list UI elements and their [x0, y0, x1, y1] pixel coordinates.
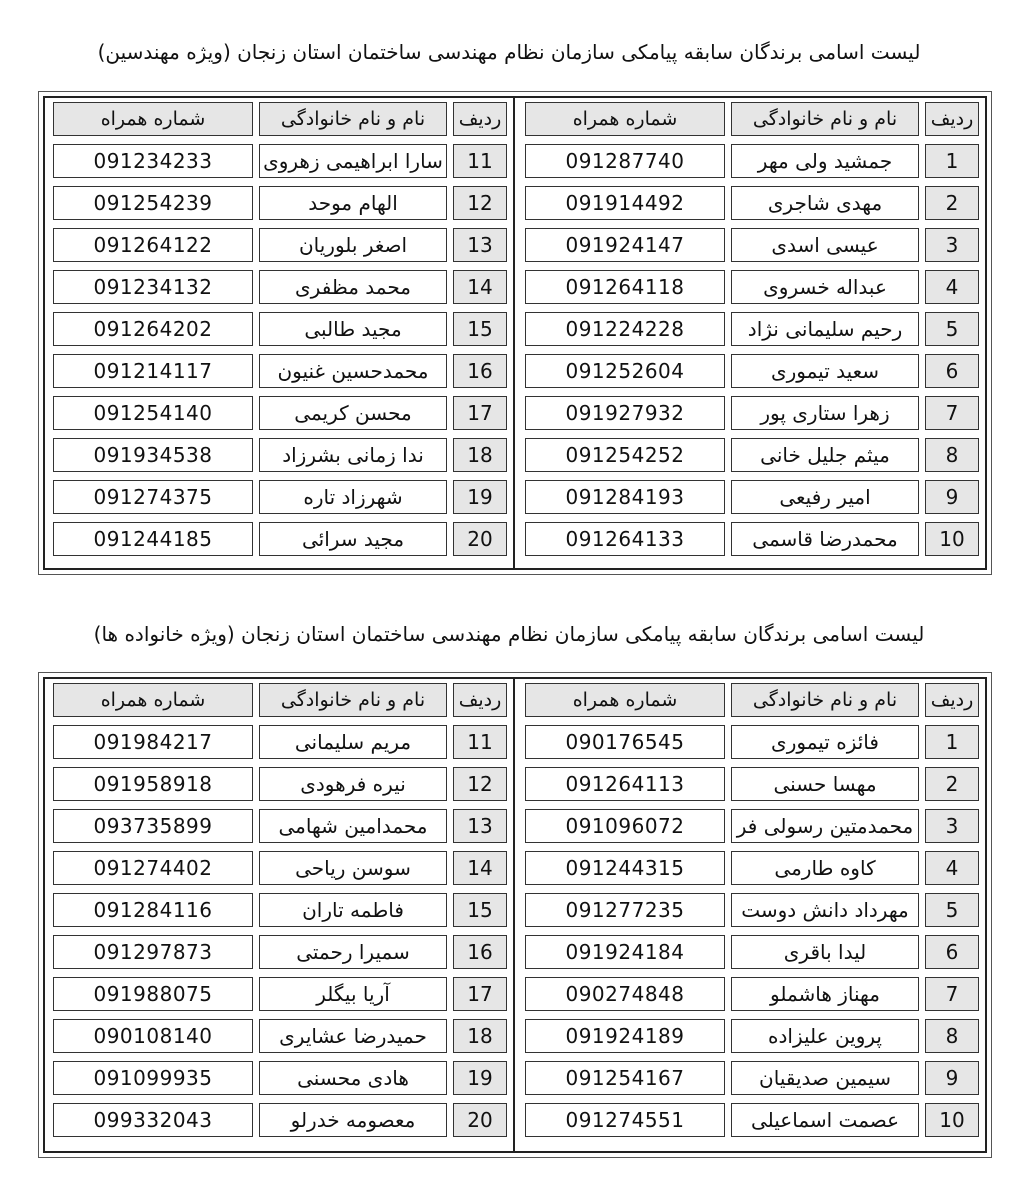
table-row	[45, 1057, 513, 1099]
full-name: مریم سلیمانی	[259, 725, 447, 759]
phone-number: 091277235	[525, 893, 725, 927]
table-row	[45, 224, 513, 266]
full-name: هادی محسنی	[259, 1061, 447, 1095]
row-index: 14	[453, 851, 507, 885]
table-header-row	[45, 98, 513, 140]
full-name: مهسا حسنی	[731, 767, 919, 801]
table-inner-border	[43, 96, 987, 570]
full-name: عصمت اسماعیلی	[731, 1103, 919, 1137]
full-name: ندا زمانی بشرزاد	[259, 438, 447, 472]
row-index: 4	[925, 851, 979, 885]
table-row	[45, 805, 513, 847]
row-index: 9	[925, 1061, 979, 1095]
table-header-row	[515, 98, 985, 140]
table-row	[515, 140, 985, 182]
row-index: 7	[925, 396, 979, 430]
phone-number: 090108140	[53, 1019, 253, 1053]
winners-table-engineers	[38, 91, 992, 575]
table-half-left	[45, 98, 515, 568]
table-row	[45, 476, 513, 518]
full-name: معصومه خدرلو	[259, 1103, 447, 1137]
phone-number: 091274375	[53, 480, 253, 514]
table-row	[515, 392, 985, 434]
table-row	[45, 308, 513, 350]
table-row	[45, 847, 513, 889]
table-row	[45, 392, 513, 434]
column-header-phone: شماره همراه	[53, 683, 253, 717]
full-name: کاوه طارمی	[731, 851, 919, 885]
phone-number: 091284193	[525, 480, 725, 514]
phone-number: 091958918	[53, 767, 253, 801]
row-index: 10	[925, 1103, 979, 1137]
table-inner-border	[43, 677, 987, 1153]
full-name: حمیدرضا عشایری	[259, 1019, 447, 1053]
row-index: 15	[453, 893, 507, 927]
full-name: پروین علیزاده	[731, 1019, 919, 1053]
full-name: سعید تیموری	[731, 354, 919, 388]
table-row	[515, 434, 985, 476]
full-name: سیمین صدیقیان	[731, 1061, 919, 1095]
full-name: آریا بیگلر	[259, 977, 447, 1011]
full-name: امیر رفیعی	[731, 480, 919, 514]
phone-number: 091244185	[53, 522, 253, 556]
row-index: 20	[453, 522, 507, 556]
full-name: زهرا ستاری پور	[731, 396, 919, 430]
row-index: 8	[925, 1019, 979, 1053]
phone-number: 091264113	[525, 767, 725, 801]
phone-number: 091214117	[53, 354, 253, 388]
table-row	[515, 224, 985, 266]
table-row	[45, 266, 513, 308]
full-name: جمشید ولی مهر	[731, 144, 919, 178]
phone-number: 091988075	[53, 977, 253, 1011]
phone-number: 091224228	[525, 312, 725, 346]
phone-number: 091234233	[53, 144, 253, 178]
full-name: اصغر بلوریان	[259, 228, 447, 262]
row-index: 18	[453, 438, 507, 472]
full-name: سمیرا رحمتی	[259, 935, 447, 969]
table-grid	[515, 679, 985, 1141]
phone-number: 091234132	[53, 270, 253, 304]
full-name: محمدرضا قاسمی	[731, 522, 919, 556]
table-row	[515, 721, 985, 763]
row-index: 3	[925, 809, 979, 843]
phone-number: 099332043	[53, 1103, 253, 1137]
row-index: 6	[925, 354, 979, 388]
phone-number: 091244315	[525, 851, 725, 885]
row-index: 1	[925, 144, 979, 178]
row-index: 16	[453, 935, 507, 969]
row-index: 17	[453, 396, 507, 430]
table-row	[45, 518, 513, 560]
full-name: عبداله خسروی	[731, 270, 919, 304]
phone-number: 090274848	[525, 977, 725, 1011]
table-row	[45, 973, 513, 1015]
phone-number: 091274551	[525, 1103, 725, 1137]
full-name: مهرداد دانش دوست	[731, 893, 919, 927]
column-header-phone: شماره همراه	[525, 683, 725, 717]
row-index: 14	[453, 270, 507, 304]
column-header-name: نام و نام خانوادگی	[259, 102, 447, 136]
phone-number: 091287740	[525, 144, 725, 178]
phone-number: 091254140	[53, 396, 253, 430]
row-index: 1	[925, 725, 979, 759]
table-row	[515, 763, 985, 805]
table-row	[515, 266, 985, 308]
full-name: میثم جلیل خانی	[731, 438, 919, 472]
row-index: 8	[925, 438, 979, 472]
phone-number: 091924184	[525, 935, 725, 969]
table-row	[45, 721, 513, 763]
phone-number: 091914492	[525, 186, 725, 220]
row-index: 6	[925, 935, 979, 969]
row-index: 20	[453, 1103, 507, 1137]
row-index: 11	[453, 725, 507, 759]
phone-number: 091264118	[525, 270, 725, 304]
row-index: 19	[453, 1061, 507, 1095]
full-name: فائزه تیموری	[731, 725, 919, 759]
table-row	[45, 1015, 513, 1057]
row-index: 12	[453, 767, 507, 801]
column-header-index: ردیف	[453, 683, 507, 717]
row-index: 9	[925, 480, 979, 514]
table-grid	[515, 98, 985, 560]
full-name: سوسن ریاحی	[259, 851, 447, 885]
full-name: رحیم سلیمانی نژاد	[731, 312, 919, 346]
phone-number: 091934538	[53, 438, 253, 472]
section-title-families: لیست اسامی برندگان سابقه پیامکی سازمان نظام مهندسی ساختمان استان زنجان (ویژه خانواده ها)	[93, 622, 925, 646]
table-half-right	[515, 679, 985, 1151]
full-name: شهرزاد تاره	[259, 480, 447, 514]
row-index: 3	[925, 228, 979, 262]
table-row	[515, 1099, 985, 1141]
full-name: محمدامین شهامی	[259, 809, 447, 843]
column-header-phone: شماره همراه	[525, 102, 725, 136]
phone-number: 091284116	[53, 893, 253, 927]
table-row	[45, 350, 513, 392]
table-row	[45, 931, 513, 973]
table-row	[515, 805, 985, 847]
phone-number: 091927932	[525, 396, 725, 430]
phone-number: 091254167	[525, 1061, 725, 1095]
full-name: فاطمه تاران	[259, 893, 447, 927]
full-name: مجید سرائی	[259, 522, 447, 556]
row-index: 2	[925, 186, 979, 220]
phone-number: 091924147	[525, 228, 725, 262]
table-half-left	[45, 679, 515, 1151]
row-index: 2	[925, 767, 979, 801]
phone-number: 091297873	[53, 935, 253, 969]
table-grid	[45, 98, 513, 560]
full-name: مهدی شاجری	[731, 186, 919, 220]
full-name: لیدا باقری	[731, 935, 919, 969]
full-name: مجید طالبی	[259, 312, 447, 346]
section-title-engineers: لیست اسامی برندگان سابقه پیامکی سازمان نظام مهندسی ساختمان استان زنجان (ویژه مهندسین)	[97, 40, 921, 64]
row-index: 4	[925, 270, 979, 304]
column-header-index: ردیف	[453, 102, 507, 136]
table-row	[515, 476, 985, 518]
table-row	[515, 973, 985, 1015]
column-header-name: نام و نام خانوادگی	[731, 102, 919, 136]
winners-table-families	[38, 672, 992, 1158]
table-row	[515, 1057, 985, 1099]
table-row	[515, 350, 985, 392]
table-half-right	[515, 98, 985, 568]
column-header-index: ردیف	[925, 683, 979, 717]
phone-number: 090176545	[525, 725, 725, 759]
table-row	[45, 763, 513, 805]
full-name: مهناز هاشملو	[731, 977, 919, 1011]
phone-number: 091984217	[53, 725, 253, 759]
row-index: 17	[453, 977, 507, 1011]
phone-number: 091274402	[53, 851, 253, 885]
table-row	[45, 434, 513, 476]
phone-number: 091254252	[525, 438, 725, 472]
phone-number: 091096072	[525, 809, 725, 843]
column-header-name: نام و نام خانوادگی	[731, 683, 919, 717]
phone-number: 091264133	[525, 522, 725, 556]
table-row	[45, 889, 513, 931]
table-row	[515, 308, 985, 350]
table-grid	[45, 679, 513, 1141]
row-index: 12	[453, 186, 507, 220]
table-row	[45, 140, 513, 182]
row-index: 15	[453, 312, 507, 346]
column-header-phone: شماره همراه	[53, 102, 253, 136]
row-index: 5	[925, 893, 979, 927]
row-index: 7	[925, 977, 979, 1011]
phone-number: 091264202	[53, 312, 253, 346]
phone-number: 093735899	[53, 809, 253, 843]
table-row	[45, 1099, 513, 1141]
phone-number: 091099935	[53, 1061, 253, 1095]
table-row	[515, 889, 985, 931]
row-index: 16	[453, 354, 507, 388]
full-name: نیره فرهودی	[259, 767, 447, 801]
phone-number: 091924189	[525, 1019, 725, 1053]
table-row	[515, 1015, 985, 1057]
row-index: 19	[453, 480, 507, 514]
table-row	[515, 847, 985, 889]
table-row	[515, 518, 985, 560]
table-header-row	[515, 679, 985, 721]
table-row	[515, 931, 985, 973]
phone-number: 091252604	[525, 354, 725, 388]
phone-number: 091264122	[53, 228, 253, 262]
row-index: 13	[453, 809, 507, 843]
row-index: 5	[925, 312, 979, 346]
full-name: محمدحسین غنیون	[259, 354, 447, 388]
table-header-row	[45, 679, 513, 721]
full-name: الهام موحد	[259, 186, 447, 220]
phone-number: 091254239	[53, 186, 253, 220]
full-name: سارا ابراهیمی زهروی	[259, 144, 447, 178]
row-index: 18	[453, 1019, 507, 1053]
table-row	[515, 182, 985, 224]
full-name: محمدمتین رسولی فر	[731, 809, 919, 843]
full-name: محسن کریمی	[259, 396, 447, 430]
row-index: 10	[925, 522, 979, 556]
full-name: عیسی اسدی	[731, 228, 919, 262]
table-row	[45, 182, 513, 224]
full-name: محمد مظفری	[259, 270, 447, 304]
column-header-index: ردیف	[925, 102, 979, 136]
column-header-name: نام و نام خانوادگی	[259, 683, 447, 717]
row-index: 11	[453, 144, 507, 178]
row-index: 13	[453, 228, 507, 262]
